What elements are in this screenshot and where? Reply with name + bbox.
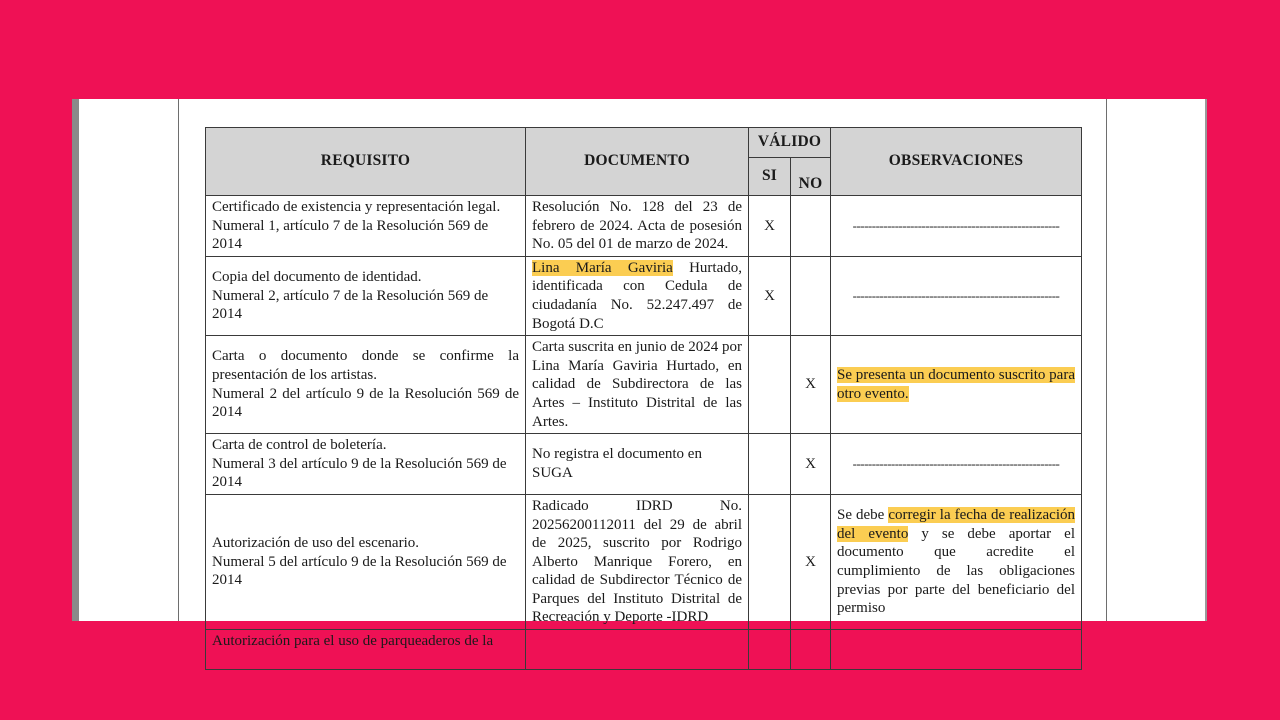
si-cell [749, 630, 791, 670]
no-cell [791, 196, 831, 257]
observaciones-text: ------------------------------------------------------ [852, 287, 1060, 303]
header-observaciones: OBSERVACIONES [831, 128, 1082, 196]
documento-text: Carta suscrita en junio de 2024 por Lina María Gaviria Hurtado, en calidad de Subdirectora de las Artes – Instituto Distrital de las Artes. [532, 339, 742, 430]
requirements-table [205, 127, 1082, 670]
no-cell: X [791, 434, 831, 495]
requisito-cell [206, 630, 526, 670]
table-row [206, 336, 1082, 434]
documento-text: No registra el documento en SUGA [532, 446, 702, 482]
highlighted-observation: Se presenta un documento suscrito para otro evento. [837, 367, 1075, 402]
documento-cell [526, 256, 749, 335]
si-cell: X [749, 256, 791, 335]
header-documento: DOCUMENTO [526, 128, 749, 196]
table-row [206, 196, 1082, 257]
table-row [206, 256, 1082, 335]
observaciones-cell [831, 434, 1082, 495]
requisito-title: Autorización para el uso de parqueaderos de la [212, 633, 494, 650]
documento-cell [526, 434, 749, 495]
page-edge-shadow-right [1205, 99, 1207, 621]
left-margin-line [178, 99, 179, 621]
requisito-cell [206, 196, 526, 257]
requisito-title: Certificado de existencia y representación legal. [212, 199, 501, 215]
si-cell [749, 494, 791, 629]
requisito-cell [206, 434, 526, 495]
header-valido: VÁLIDO [749, 128, 831, 158]
no-cell [791, 630, 831, 670]
requisito-cell [206, 256, 526, 335]
si-cell [749, 336, 791, 434]
documento-text: Radicado IDRD No. 20256200112011 del 29 de abril de 2025, suscrito por Rodrigo Alberto Manrique Forero, en calidad de Subdirector Técnico de Parques del Instituto Distrital de Recreación y Deporte -IDRD [532, 497, 742, 626]
observaciones-cell [831, 494, 1082, 629]
observaciones-text: Se debe [837, 507, 889, 524]
documento-text: Hurtado, identificada con Cedula de ciudadanía No. 52.247.497 de Bogotá D.C [532, 259, 743, 332]
observaciones-text: ------------------------------------------------------ [852, 217, 1060, 233]
page-edge-shadow [72, 99, 79, 621]
no-cell: X [791, 494, 831, 629]
requisito-reference: Numeral 3 del artículo 9 de la Resolución 569 de 2014 [212, 455, 507, 491]
requisito-title: Copia del documento de identidad. [212, 269, 422, 286]
observaciones-cell [831, 196, 1082, 257]
header-requisito: REQUISITO [206, 128, 526, 196]
table-row [206, 630, 1082, 670]
observaciones-cell [831, 256, 1082, 335]
requisito-cell [206, 494, 526, 629]
requisito-reference: Numeral 5 del artículo 9 de la Resolución 569 de 2014 [212, 553, 507, 589]
no-cell: X [791, 336, 831, 434]
requisito-title: Carta de control de boletería. [212, 437, 387, 454]
documento-cell [526, 336, 749, 434]
right-margin-line [1106, 99, 1107, 621]
requisito-reference: Numeral 1, artículo 7 de la Resolución 569 de 2014 [212, 217, 489, 253]
observaciones-cell [831, 630, 1082, 670]
table-row [206, 494, 1082, 629]
header-no: NO [791, 158, 831, 196]
documento-cell [526, 196, 749, 257]
si-cell: X [749, 196, 791, 257]
document-page [72, 99, 1207, 650]
documento-cell [526, 630, 749, 670]
documento-cell [526, 494, 749, 629]
documento-text: Resolución No. 128 del 23 de febrero de 2024. Acta de posesión No. 05 del 01 de marzo de 2024. [532, 199, 742, 253]
highlighted-text: Lina María Gaviria [532, 259, 673, 276]
requisito-cell [206, 336, 526, 434]
observaciones-text: y se debe aportar el documento que acredite el cumplimiento de las obligaciones previas por parte del beneficiario del permiso [837, 525, 1076, 617]
highlighted-observation: corregir la fecha de realización del evento [837, 507, 1075, 542]
requisito-title: Autorización de uso del escenario. [212, 535, 420, 552]
requisito-reference: Numeral 2 del artículo 9 de la Resolución 569 de 2014 [212, 385, 519, 421]
requisito-reference: Numeral 2, artículo 7 de la Resolución 569 de 2014 [212, 287, 489, 323]
requisito-title: Carta o documento donde se confirme la presentación de los artistas. [212, 348, 519, 384]
table-row [206, 434, 1082, 495]
no-cell [791, 256, 831, 335]
observaciones-text: ------------------------------------------------------ [852, 455, 1060, 471]
observaciones-cell [831, 336, 1082, 434]
header-si: SI [749, 158, 791, 196]
si-cell [749, 434, 791, 495]
